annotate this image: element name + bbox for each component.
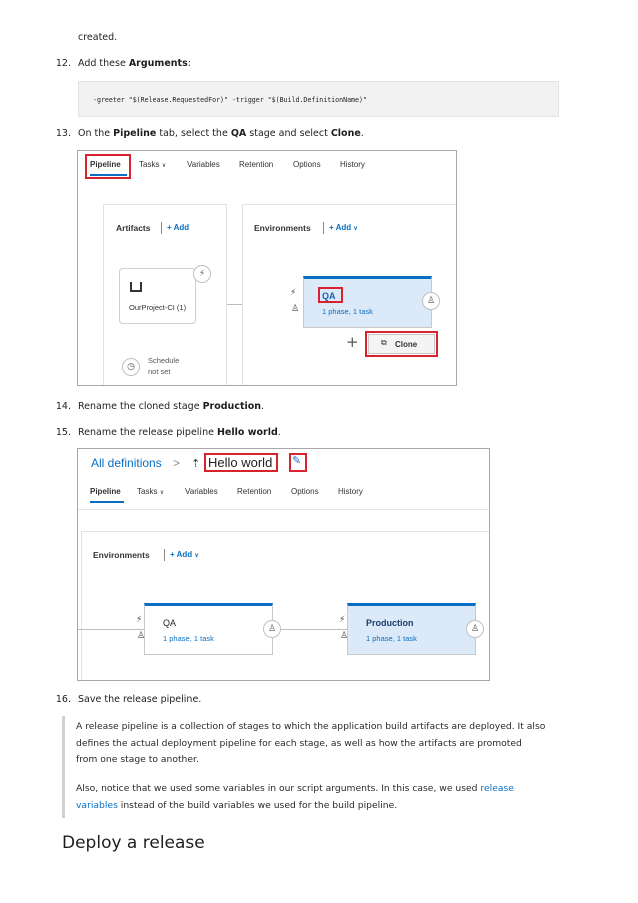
stage-card-qa[interactable] (144, 603, 273, 655)
screenshot-pipeline-clone (77, 150, 457, 386)
artifacts-add-button[interactable]: + Add (167, 223, 190, 232)
tab-retention[interactable]: Retention (239, 160, 274, 169)
stage-name: QA (163, 618, 177, 628)
breadcrumb-separator: > (173, 456, 181, 470)
stage-meta: 1 phase, 1 task (322, 307, 373, 316)
pre-deployment-conditions-icon[interactable]: ⚡ (136, 615, 143, 625)
breadcrumb-all-definitions[interactable]: All definitions (91, 456, 162, 470)
highlight-qa-stage (318, 287, 343, 303)
environments-label: Environments (254, 223, 311, 233)
approvers-icon[interactable]: ♙ (340, 631, 349, 641)
artifact-card[interactable] (119, 268, 196, 324)
tab-options[interactable]: Options (293, 160, 321, 169)
environments-label: Environments (93, 550, 150, 560)
stage-meta: 1 phase, 1 task (163, 634, 214, 643)
connector-line (281, 629, 347, 630)
tab-underline (90, 501, 124, 503)
step-15-text: Rename the release pipeline Hello world. (78, 427, 281, 438)
step-13-text: On the Pipeline tab, select the QA stage and select Clone. (78, 128, 364, 139)
tabs-divider (78, 509, 490, 510)
highlight-pipeline-tab (85, 154, 131, 179)
trigger-lightning-icon[interactable]: ⚡ (193, 265, 211, 283)
section-heading: Deploy a release (62, 833, 205, 853)
intro-fragment: created. (78, 32, 118, 43)
tab-tasks[interactable]: Tasks ∨ (137, 487, 165, 496)
highlight-clone-button (365, 331, 438, 357)
connector-line (78, 629, 144, 630)
edit-pencil-icon[interactable]: ✎ (292, 454, 302, 467)
code-block-arguments: -greeter "$(Release.RequestedFor)" -trigger "$(Build.DefinitionName)" (78, 81, 559, 117)
approvers-icon[interactable]: ♙ (291, 304, 300, 314)
stage-meta: 1 phase, 1 task (366, 634, 417, 643)
tab-variables[interactable]: Variables (187, 160, 220, 169)
tab-history[interactable]: History (338, 487, 363, 496)
schedule-status: not set (148, 367, 171, 376)
pre-deployment-conditions-icon[interactable]: ⚡ (339, 615, 346, 625)
step-number: 15. (55, 427, 71, 438)
build-artifact-icon (130, 282, 142, 292)
highlight-pipeline-name (204, 453, 278, 472)
step-16-text: Save the release pipeline. (78, 694, 202, 705)
release-definition-icon: ⇡ (191, 457, 201, 470)
tab-pipeline[interactable]: Pipeline (90, 160, 121, 169)
stage-name: QA (322, 291, 336, 301)
step-14-text: Rename the cloned stage Production. (78, 401, 265, 412)
schedule-label: Schedule (148, 356, 180, 365)
note-paragraph-2: Also, notice that we used some variables in our script arguments. In this case, we used release variables instead of the build variables we used for the build pipeline. (76, 783, 514, 811)
tab-history[interactable]: History (340, 160, 365, 169)
tab-pipeline[interactable]: Pipeline (90, 487, 121, 496)
note-paragraph-1: A release pipeline is a collection of stages to which the application build artifacts are deployed. It also defines the actual deployment pipeline for each stage, as well as how the artifacts are promoted from one stage to another. (76, 721, 546, 765)
chevron-down-icon: ∨ (159, 490, 165, 496)
post-deployment-approvers-icon[interactable]: ♙ (422, 292, 440, 310)
step-number: 14. (55, 401, 71, 412)
post-deployment-approvers-icon[interactable]: ♙ (466, 620, 484, 638)
step-number: 16. (55, 694, 71, 705)
note-border (62, 716, 65, 818)
tab-tasks[interactable]: Tasks ∨ (139, 160, 167, 169)
tab-options[interactable]: Options (291, 487, 319, 496)
divider (161, 222, 162, 234)
pipeline-name[interactable]: Hello world (208, 455, 273, 470)
schedule-clock-icon[interactable]: ◷ (122, 358, 140, 376)
step-number: 12. (55, 58, 71, 69)
artifacts-label: Artifacts (116, 223, 151, 233)
divider (323, 222, 324, 234)
pre-deployment-conditions-icon[interactable]: ⚡ (290, 288, 297, 298)
tab-retention[interactable]: Retention (237, 487, 272, 496)
clone-label: Clone (395, 340, 418, 349)
stage-name: Production (366, 618, 414, 628)
chevron-down-icon: ∨ (194, 553, 199, 559)
release-variables-link[interactable]: release variables (76, 783, 514, 811)
post-deployment-approvers-icon[interactable]: ♙ (263, 620, 281, 638)
highlight-edit-icon (289, 453, 307, 472)
screenshot-rename-pipeline (77, 448, 490, 681)
step-12-text: Add these Arguments: (78, 58, 191, 69)
artifact-name: OurProject-CI (1) (129, 303, 187, 312)
tab-variables[interactable]: Variables (185, 487, 218, 496)
approvers-icon[interactable]: ♙ (137, 631, 146, 641)
copy-icon: ⧉ (381, 338, 387, 347)
step-number: 13. (55, 128, 71, 139)
environments-add-button[interactable]: + Add ∨ (170, 550, 199, 559)
chevron-down-icon: ∨ (353, 226, 358, 232)
divider (164, 549, 165, 561)
environments-add-button[interactable]: + Add ∨ (329, 223, 358, 232)
stage-card-production[interactable] (347, 603, 476, 655)
chevron-down-icon: ∨ (161, 163, 167, 169)
add-stage-plus-icon[interactable]: + (346, 333, 359, 351)
